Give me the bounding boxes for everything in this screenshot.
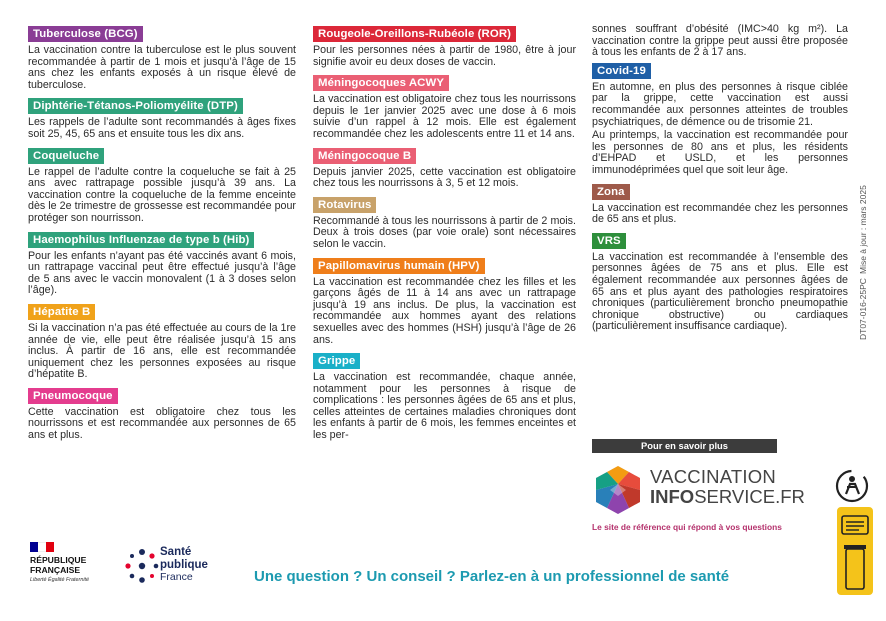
section-text: Pour les enfants n’ayant pas été vaccinés avant 6 mois, un rattrapage vaccinal peut être effectué jusqu’à l’âge de 5 ans avec le vaccin monovalent (1 à 3 doses selon l’âge). — [28, 249, 296, 297]
section-zona — [592, 182, 848, 226]
more-info-subtitle: Le site de référence qui répond à vos questions — [592, 522, 782, 532]
section-title: VRS — [592, 233, 626, 249]
section-hepatite-b — [28, 302, 296, 381]
section-title: Tuberculose (BCG) — [28, 26, 143, 42]
section-title: Grippe — [313, 353, 360, 369]
column-3 — [592, 24, 848, 338]
section-text: Si la vaccination n’a pas été effectuée au cours de la 1re année de vie, elle peut être réalisée jusqu’à 15 ans inclus. À partir de 16 ans, elle est recommandée uniquement chez les personnes exposées au risque d’hépatite B. — [28, 321, 296, 381]
section-text: Les rappels de l’adulte sont recommandés à âges fixes soit 25, 45, 65 ans et ensuite tous les dix ans. — [28, 116, 296, 140]
spf-line-2: publique — [160, 558, 208, 571]
more-info-header: Pour en savoir plus — [592, 439, 777, 453]
section-rougeole-oreillons-rubeole-ror — [313, 24, 576, 68]
section-text: Le rappel de l’adulte contre la coqueluche se fait à 25 ans avec rattrapage possible jusqu’à 39 ans. La vaccination contre la coqueluche de la femme enceinte dès le 2e trimestre de grossesse est recommandée pour protéger son nourrisson. — [28, 165, 296, 224]
vaccination-info-service-logo[interactable] — [592, 462, 805, 522]
sante-publique-france-logo — [122, 545, 232, 595]
section-rotavirus — [313, 195, 576, 251]
section-title: Hépatite B — [28, 304, 95, 320]
section-text: La vaccination est recommandée à l’ensemble des personnes âgées de 75 ans et plus. Elle est également recommandée aux personnes âgées de 65 ans et plus ayant des pathologies respiratoires chroniques (particulièrement broncho pneumopathie chronique obstructive) ou cardiaques (particulièrement insuffisance cardiaque). — [592, 250, 848, 333]
triman-recycling-icon — [834, 468, 870, 504]
section-text: Pour les personnes nées à partir de 1980, être à jour signifie avoir eu deux doses de vaccin. — [313, 44, 576, 68]
update-date: Mise à jour : mars 2025 — [858, 185, 868, 274]
spf-country: France — [160, 571, 193, 583]
logo-info-bold: INFO — [650, 486, 695, 507]
section-text: La vaccination est recommandée chez les personnes de 65 ans et plus. — [592, 201, 848, 226]
republique-francaise-logo — [30, 542, 110, 583]
section-diphterie-tetanos-poliomyelite-dtp — [28, 96, 296, 140]
logo-line-2 — [650, 486, 805, 508]
spf-line-1: Santé — [160, 546, 192, 558]
logo-service-text: SERVICE.FR — [694, 486, 805, 507]
section-title: Zona — [592, 184, 630, 200]
section-title: Covid-19 — [592, 63, 651, 79]
section-coqueluche — [28, 146, 296, 225]
section-text: La vaccination est recommandée chez les filles et les garçons âgés de 11 à 14 ans avec un rattrapage jusqu’à 19 ans inclus. De plus, la vaccination est recommandée aux hommes ayant des relations sexuelles avec des hommes (HSH) jusqu’à l’âge de 26 ans. — [313, 275, 576, 346]
column-1 — [28, 24, 296, 447]
spf-dots-icon — [122, 547, 162, 589]
logo-line-1: VACCINATION — [650, 466, 776, 487]
section-title: Pneumocoque — [28, 388, 118, 404]
side-reference — [858, 185, 872, 342]
section-haemophilus-influenzae-de-type-b-hib — [28, 230, 296, 297]
section-text: La vaccination est obligatoire chez tous les nourrissons depuis le 1er janvier 2025 avec une dose à 6 mois suivie d’un rappel à 12 mois. Elle est également recommandée chez les adolescents entre 11 et 14 ans. — [313, 93, 576, 140]
section-text: Depuis janvier 2025, cette vaccination est obligatoire chez tous les nourrissons à 3, 5 et 12 mois. — [313, 165, 576, 190]
hexagon-logo-icon — [592, 464, 644, 516]
section-covid-19 — [592, 61, 848, 177]
section-tuberculose-bcg — [28, 24, 296, 91]
rf-name: RÉPUBLIQUE FRANÇAISE — [30, 555, 87, 575]
rf-motto: Liberté Égalité Fraternité — [30, 577, 90, 583]
section-title: Rougeole-Oreillons-Rubéole (ROR) — [313, 26, 516, 42]
column-2 — [313, 24, 576, 447]
section-title: Coqueluche — [28, 148, 104, 164]
section-title: Méningocoque B — [313, 148, 416, 164]
section-meningocoque-b — [313, 146, 576, 190]
section-title: Haemophilus Influenzae de type b (Hib) — [28, 232, 254, 248]
section-text: Au printemps, la vaccination est recommandée pour les personnes de 80 ans et plus, les résidents d’EHPAD et USLD, et les personnes immunodéprimées quel que soit leur âge. — [592, 129, 848, 176]
section-papillomavirus-humain-hpv — [313, 256, 576, 347]
section-title: Papillomavirus humain (HPV) — [313, 258, 485, 274]
section-text: Recommandé à tous les nourrissons à partir de 2 mois. Deux à trois doses (par voie orale) sont nécessaires selon le vaccin. — [313, 214, 576, 250]
section-text: La vaccination contre la tuberculose est le plus souvent recommandée à partir de 1 mois et jusqu’à l’âge de 15 ans chez les enfants exposés à un risque élevé de tuberculose. — [28, 44, 296, 91]
grippe-continuation: sonnes souffrant d’obésité (IMC>40 kg m²). La vaccination contre la grippe peut aussi être proposée à tous les enfants de 2 à 17 ans. — [592, 23, 848, 59]
section-title: Rotavirus — [313, 197, 376, 213]
spf-name — [160, 546, 208, 571]
bac-de-tri-icon — [837, 507, 873, 595]
section-text: En automne, en plus des personnes à risque ciblée par la grippe, cette vaccination est aussi recommandée aux personnes atteintes de troubles psychiatriques, de démence ou de trisomie 21. — [592, 80, 848, 128]
document-reference: DT07-016-25PC — [858, 278, 868, 340]
section-text: La vaccination est recommandée, chaque année, notamment pour les personnes à risque de complications : les personnes âgées de 65 ans et plus, celles atteintes de certaines maladies chroniques dont les enfants à partir de 6 mois, les femmes enceintes et les per- — [313, 371, 576, 442]
section-title: Méningocoques ACWY — [313, 75, 449, 91]
section-pneumocoque — [28, 386, 296, 442]
section-vrs — [592, 231, 848, 333]
section-grippe — [313, 351, 576, 442]
section-meningocoques-acwy — [313, 73, 576, 140]
column-3-sections — [592, 61, 848, 333]
footer-question: Une question ? Un conseil ? Parlez-en à un professionnel de santé — [254, 568, 730, 585]
section-title: Diphtérie-Tétanos-Poliomyélite (DTP) — [28, 98, 243, 114]
marianne-flag-icon — [30, 542, 54, 552]
section-text: Cette vaccination est obligatoire chez tous les nourrissons et est recommandée aux personnes de 65 ans et plus. — [28, 405, 296, 442]
